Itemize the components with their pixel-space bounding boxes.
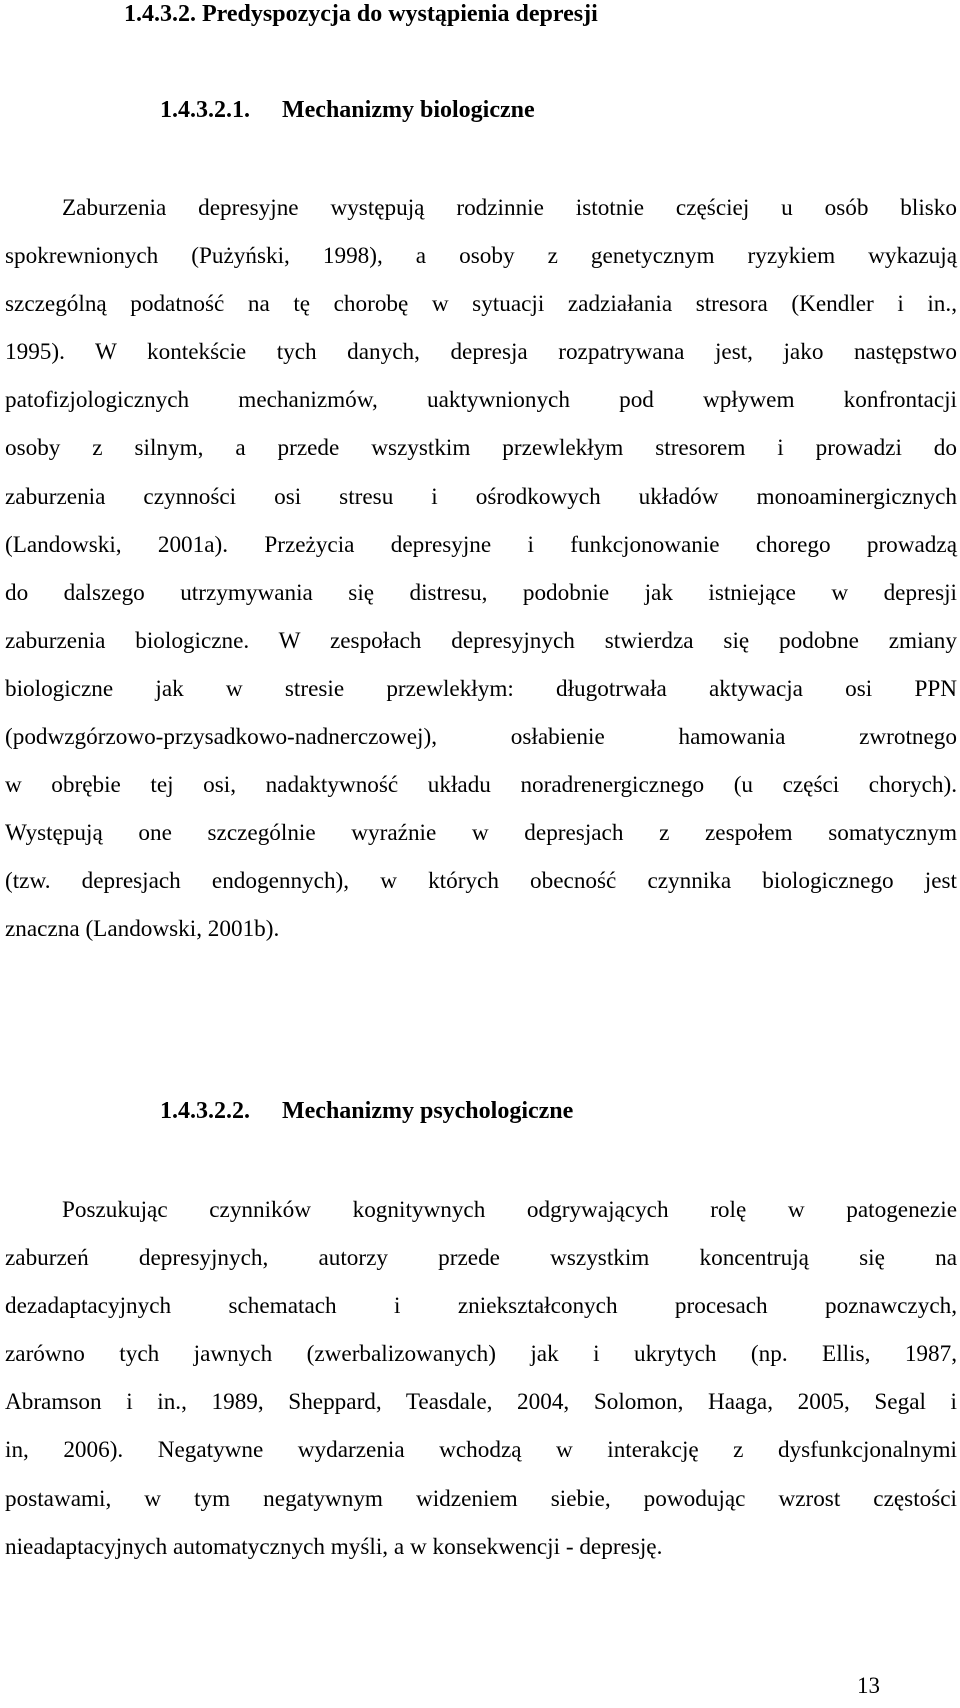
- text-line: (podwzgórzowo-przysadkowo-nadnerczowej), osłabienie hamowania zwrotnego: [5, 724, 957, 751]
- paragraph-biological: [5, 194, 957, 964]
- paragraph-psychological: [5, 1196, 957, 1581]
- text-line: (tzw. depresjach endogennych), w których obecność czynnika biologicznego jest: [5, 868, 957, 895]
- section-number: 1.4.3.2.: [124, 1, 196, 27]
- subsection-heading-psychological: [160, 1097, 573, 1125]
- section-heading: [124, 0, 598, 28]
- text-line: postawami, w tym negatywnym widzeniem siebie, powodując wzrost częstości: [5, 1485, 957, 1512]
- text-line: dezadaptacyjnych schematach i zniekształconych procesach poznawczych,: [5, 1293, 957, 1320]
- text-line: osoby z silnym, a przede wszystkim przewlekłym stresorem i prowadzi do: [5, 435, 957, 462]
- subsection-number: 1.4.3.2.2.: [160, 1098, 250, 1124]
- text-line: Poszukując czynników kognitywnych odgrywających rolę w patogenezie: [62, 1197, 957, 1223]
- text-line: (Landowski, 2001a). Przeżycia depresyjne i funkcjonowanie chorego prowadzą: [5, 531, 957, 558]
- subsection-title: Mechanizmy biologiczne: [282, 97, 535, 123]
- text-line: Zaburzenia depresyjne występują rodzinnie istotnie częściej u osób blisko: [62, 195, 957, 221]
- text-line: szczególną podatność na tę chorobę w sytuacji zadziałania stresora (Kendler i in.,: [5, 291, 957, 318]
- text-line: zaburzenia czynności osi stresu i ośrodkowych układów monoaminergicznych: [5, 483, 957, 510]
- text-line: zarówno tych jawnych (zwerbalizowanych) jak i ukrytych (np. Ellis, 1987,: [5, 1341, 957, 1368]
- section-title: Predyspozycja do wystąpienia depresji: [202, 1, 598, 27]
- text-line: w obrębie tej osi, nadaktywność układu noradrenergicznego (u części chorych).: [5, 772, 957, 799]
- subsection-number: 1.4.3.2.1.: [160, 97, 250, 123]
- text-line: zaburzenia biologiczne. W zespołach depresyjnych stwierdza się podobne zmiany: [5, 627, 957, 654]
- text-line: Występują one szczególnie wyraźnie w depresjach z zespołem somatycznym: [5, 820, 957, 847]
- text-line: spokrewnionych (Pużyński, 1998), a osoby z genetycznym ryzykiem wykazują: [5, 243, 957, 270]
- text-line: Abramson i in., 1989, Sheppard, Teasdale, 2004, Solomon, Haaga, 2005, Segal i: [5, 1389, 957, 1416]
- text-line: patofizjologicznych mechanizmów, uaktywnionych pod wpływem konfrontacji: [5, 387, 957, 414]
- text-line: zaburzeń depresyjnych, autorzy przede wszystkim koncentrują się na: [5, 1245, 957, 1272]
- subsection-heading-biological: [160, 96, 535, 124]
- text-line: do dalszego utrzymywania się distresu, podobnie jak istniejące w depresji: [5, 579, 957, 606]
- page-number: 13: [857, 1673, 880, 1698]
- text-line: 1995). W kontekście tych danych, depresja rozpatrywana jest, jako następstwo: [5, 339, 957, 366]
- subsection-title: Mechanizmy psychologiczne: [282, 1098, 574, 1124]
- text-line: biologiczne jak w stresie przewlekłym: długotrwała aktywacja osi PPN: [5, 675, 957, 702]
- text-line: in, 2006). Negatywne wydarzenia wchodzą w interakcję z dysfunkcjonalnymi: [5, 1437, 957, 1464]
- text-line: znaczna (Landowski, 2001b).: [5, 916, 280, 943]
- text-line: nieadaptacyjnych automatycznych myśli, a w konsekwencji - depresję.: [5, 1533, 663, 1560]
